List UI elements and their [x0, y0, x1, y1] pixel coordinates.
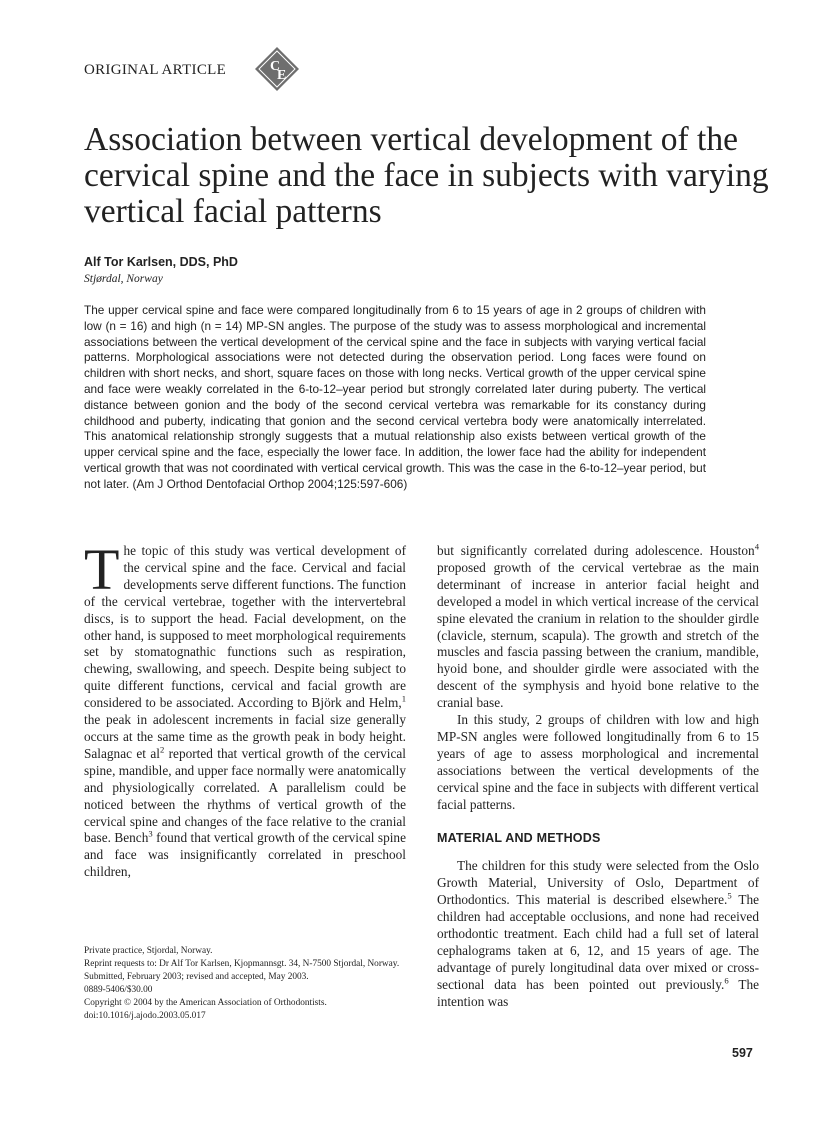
left-column — [84, 537, 407, 881]
footnote-practice: Private practice, Stjordal, Norway. — [84, 946, 213, 956]
methods-paragraph: The children for this study were selected from the Oslo Growth Material, University of Oslo, Department of Orthodontics. This material is described elsewhere.$^5$ The children had acceptable occlusions, and none had received orthodontic treatment. Each child had a full set of lateral cephalograms taken at 6, 12, and 15 years of age. The advantage of purely longitudinal data over mixed or cross-sectional data has been pointed out previously.$^6$ The intention was — [437, 858, 759, 1009]
ce-logo-icon — [254, 46, 300, 92]
footnote-doi: doi:10.1016/j.ajodo.2003.05.017 — [84, 1011, 206, 1021]
reference-1: 1 — [401, 693, 406, 704]
study-aim-paragraph: In this study, 2 groups of children with low and high MP-SN angles were followed longitudinally from 6 to 15 years of age to assess morphological and incremental associations between the vertical developments of the cervical spine and the face in subjects with different vertical facial patterns. — [437, 712, 759, 812]
reference-2: 2 — [159, 744, 165, 755]
right-column — [437, 543, 759, 1011]
reference-6: 6 — [724, 975, 729, 986]
footnote-code: 0889-5406/$30.00 — [84, 985, 153, 995]
author-location: Stjørdal, Norway — [84, 273, 163, 285]
section-heading-methods: MATERIAL AND METHODS — [437, 830, 601, 845]
logo-letter-c: C — [270, 59, 281, 74]
author-name: Alf Tor Karlsen, DDS, PhD — [84, 255, 238, 269]
page-number: 597 — [732, 1046, 753, 1060]
reference-3: 3 — [148, 828, 153, 839]
intro-paragraph: The topic of this study was vertical development of the cervical spine and the face. Cervical and facial developments serve different functions. The function of the cervical vertebrae, together with the intervertebral discs, is to support the head. Facial development, on the other hand, is supposed to meet morphological requirements set by stomatognathic functions such as respiration, chewing, swallowing, and speech. Despite being subject to quite different functions, cervical and facial growth are considered to be associated. According to Björk and Helm,$^1$ the peak in adolescent increments in facial size generally occurs at the same time as the growth peak in body height. Salagnac et $al^2$ reported that vertical growth of the cervical spine, mandible, and upper face normally were anatomically and physiologically correlated. A parallelism could be noticed between the rhythms of vertical growth of the cervical spine and changes of the face relative to the cranial base. Bench$^3$ found that vertical growth of the cervical spine and face was insignificantly correlated in preschool children, — [84, 537, 407, 880]
intro-continued-paragraph: but significantly correlated during adolescence. Houston$^4$ proposed growth of the cervical vertebrae as the main determinant of increase in anterior facial height and developed a model in which vertical increase of the cervical spine elevated the cranium in relation to the shoulder girdle (clavicle, sternum, scapula). The growth and stretch of the muscles and fascia passing between the cranium, mandible, hyoid bone, and shoulder girdle were associated with the descent of the symphysis and hyoid bone relative to the cranial base. — [437, 541, 759, 711]
reference-5: 5 — [727, 890, 732, 901]
drop-cap: T — [84, 537, 120, 602]
footnote-submitted: Submitted, February 2003; revised and accepted, May 2003. — [84, 972, 309, 982]
footnote-copyright: Copyright © 2004 by the American Association of Orthodontists. — [84, 998, 327, 1008]
reference-4: 4 — [754, 541, 759, 552]
footnote-reprint: Reprint requests to: Dr Alf Tor Karlsen, Kjopmannsgt. 34, N-7500 Stjordal, Norway. — [84, 959, 400, 969]
abstract: The upper cervical spine and face were compared longitudinally from 6 to 15 years of age in 2 groups of children with low (n = 16) and high (n = 14) MP-SN angles. The purpose of the study was to assess morphological and incremental associations between the vertical development of the cervical spine and the face in subjects with varying vertical facial patterns. Morphological associations were not detected during the observation period. Long faces were found on children with short necks, and short, square faces on those with long necks. Vertical growth of the upper cervical spine and face were weakly correlated in the 6-to-12–year period but strongly correlated later during puberty. The vertical distance between gonion and the body of the second cervical vertebra was remarkable for its constancy during childhood and puberty, indicating that gonion and the second cervical vertebra body were anatomically interrelated. This anatomical relationship strongly suggests that a mutual relationship also exists between vertical growth of the upper cervical spine and the face, especially the lower face. In addition, the lower face had the ability for independent vertical growth that was not coordinated with vertical cervical growth. This was the case in the 6-to-12–year period, but not later. (Am J Orthod Dentofacial Orthop 2004;125:597-606) — [84, 303, 706, 491]
section-label: ORIGINAL ARTICLE — [84, 62, 227, 78]
article-title: Association between vertical development of the cervical spine and the face in subjects with varying vertical facial patterns — [84, 121, 769, 230]
logo-letter-e: E — [277, 68, 287, 83]
footnotes — [84, 945, 406, 1023]
